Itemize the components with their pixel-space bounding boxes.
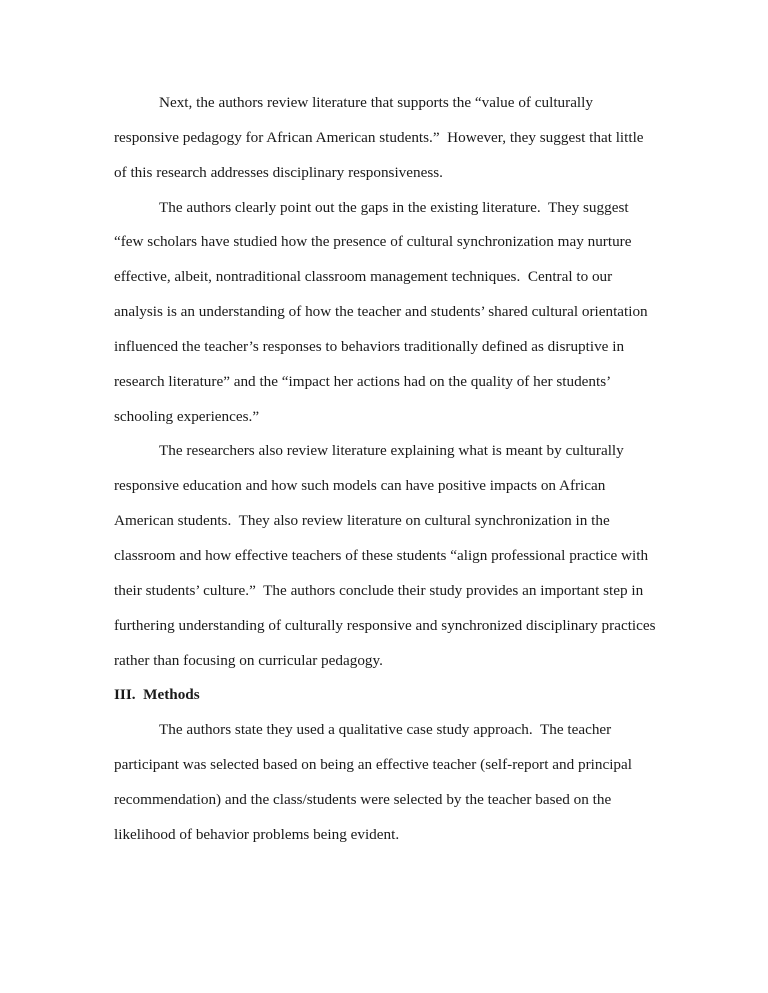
paragraph-methods (114, 713, 674, 852)
text-line: The authors clearly point out the gaps in the existing literature. They suggest (159, 198, 629, 216)
text-line: of this research addresses disciplinary responsiveness. (114, 163, 443, 181)
text-line: effective, albeit, nontraditional classroom management techniques. Central to our (114, 268, 613, 286)
paragraph-literature-value (114, 86, 674, 191)
text-line: influenced the teacher’s responses to behaviors traditionally defined as disruptive in (114, 337, 625, 355)
paragraph-responsive-education (114, 434, 674, 678)
paragraph-literature-gaps (114, 191, 674, 435)
text-line: “few scholars have studied how the presence of cultural synchronization may nurture (114, 233, 632, 251)
text-line: recommendation) and the class/students were selected by the teacher based on the (114, 790, 612, 808)
text-line: classroom and how effective teachers of these students “align professional practice with (114, 546, 649, 564)
text-line: their students’ culture.” The authors conclude their study provides an important step in (114, 581, 644, 599)
section-heading-methods: III. Methods (114, 686, 200, 704)
text-line: The authors state they used a qualitative case study approach. The teacher (159, 721, 612, 739)
text-line: schooling experiences.” (114, 407, 260, 425)
text-line: Next, the authors review literature that supports the “value of culturally (159, 94, 593, 111)
text-line: analysis is an understanding of how the teacher and students’ shared cultural orientation (114, 303, 648, 321)
text-line: responsive pedagogy for African American students.” However, they suggest that little (114, 128, 644, 146)
text-line: participant was selected based on being an effective teacher (self-report and principal (114, 756, 632, 774)
text-line: American students. They also review literature on cultural synchronization in the (114, 512, 610, 530)
text-line: The researchers also review literature explaining what is meant by culturally (159, 442, 624, 460)
text-line: likelihood of behavior problems being evident. (114, 825, 400, 843)
text-line: rather than focusing on curricular pedagogy. (114, 651, 383, 669)
text-line: furthering understanding of culturally responsive and synchronized disciplinary practices (114, 616, 656, 634)
document-body (114, 86, 674, 853)
text-line: research literature” and the “impact her actions had on the quality of her students’ (114, 372, 612, 390)
text-line: responsive education and how such models can have positive impacts on African (114, 477, 606, 495)
